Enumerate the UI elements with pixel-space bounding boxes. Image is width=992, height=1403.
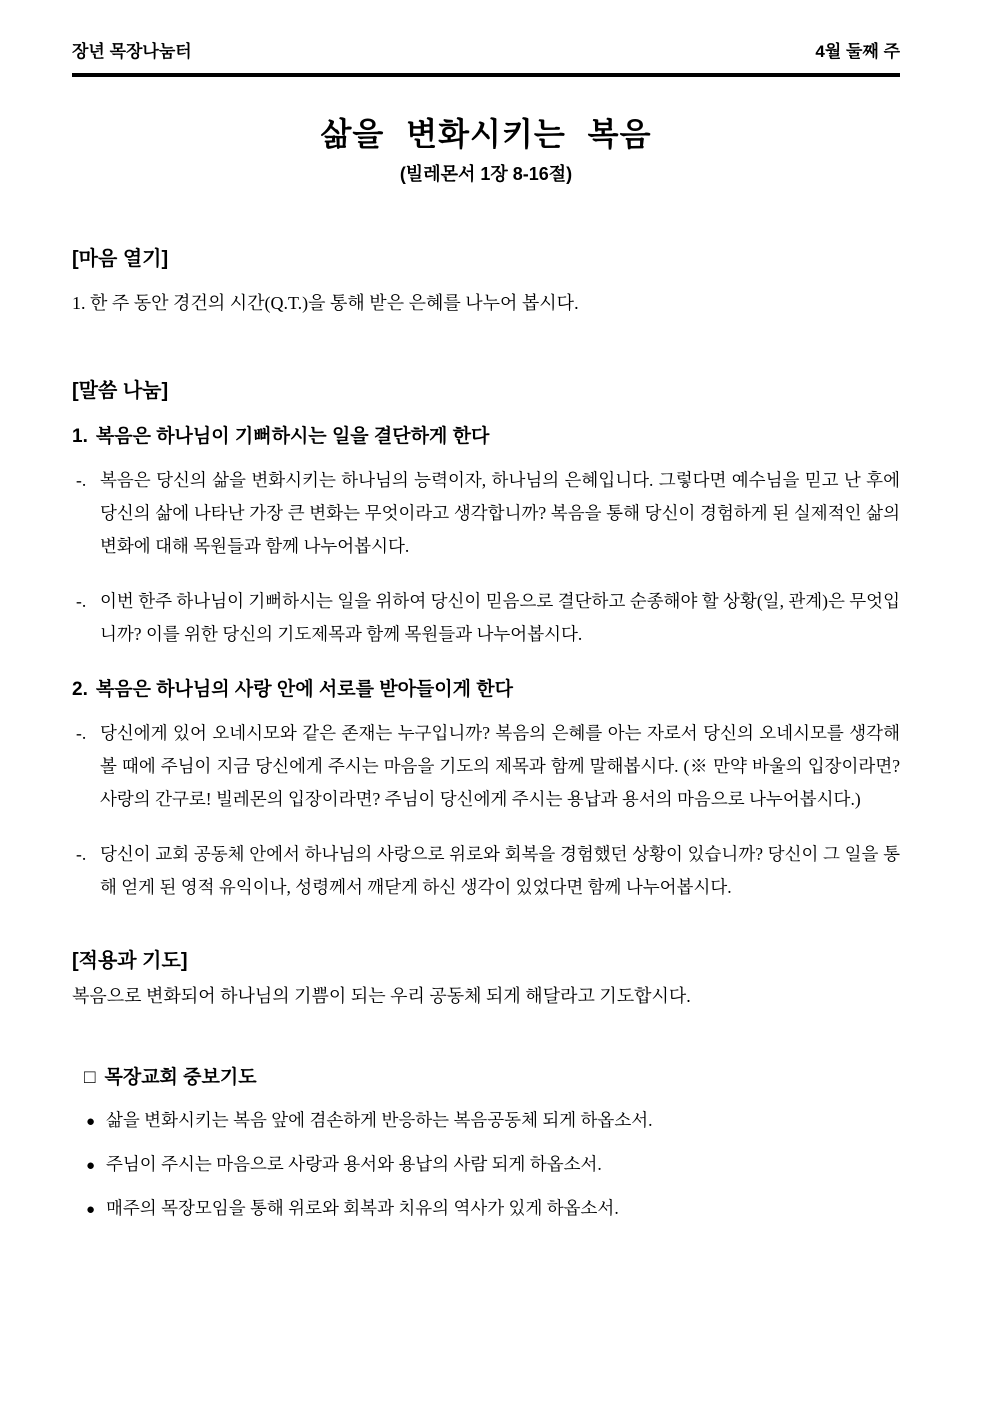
dash-marker: -. (76, 591, 87, 611)
point-1-question-2-text: 이번 한주 하나님이 기뻐하시는 일을 위하여 당신이 믿음으로 결단하고 순종해야 할 상황(일, 관계)은 무엇입니까? 이를 위한 당신의 기도제목과 함께 목원들과 나누어봅시다. (100, 591, 900, 644)
intercession-heading-text: 목장교회 중보기도 (104, 1067, 257, 1088)
point-1-question-1-text: 복음은 당신의 삶을 변화시키는 하나님의 능력이자, 하나님의 은혜입니다. 그렇다면 예수님을 믿고 난 후에 당신의 삶에 나타난 가장 큰 변화는 무엇이라고 생각합니까? 복음을 통해 당신이 경험하게 된 실제적인 삶의 변화에 대해 목원들과 함께 나누어봅시다. (100, 470, 900, 556)
point-1-number: 1. (72, 426, 88, 447)
point-1-question-2 (72, 585, 900, 651)
page-title: 삶을 변화시키는 복음 (320, 116, 652, 152)
dash-marker: -. (76, 723, 87, 743)
opening-item: 1. 한 주 동안 경건의 시간(Q.T.)을 통해 받은 은혜를 나누어 봅시다. (72, 293, 579, 313)
square-bullet-icon: □ (84, 1067, 96, 1088)
point-2-question-2 (72, 838, 900, 904)
application-heading: [적용과 기도] (72, 950, 188, 972)
list-item (84, 1107, 900, 1135)
page-subtitle: (빌레몬서 1장 8-16절) (399, 164, 573, 184)
list-item (84, 1195, 900, 1223)
point-2-title-text: 복음은 하나님의 사랑 안에 서로를 받아들이게 한다 (95, 679, 513, 700)
point-2-title (72, 677, 900, 703)
intercession-bullet-3-text: 매주의 목장모임을 통해 위로와 회복과 치유의 역사가 있게 하옵소서. (106, 1198, 619, 1218)
word-point-2 (72, 677, 900, 904)
dot-bullet-icon: ● (86, 1114, 96, 1130)
intercession-bullet-1-text: 삶을 변화시키는 복음 앞에 겸손하게 반응하는 복음공동체 되게 하옵소서. (106, 1110, 653, 1130)
point-1-question-1 (72, 464, 900, 563)
opening-heading: [마음 열기] (72, 248, 169, 270)
intercession-bullet-list (84, 1107, 900, 1223)
dot-bullet-icon: ● (86, 1202, 96, 1218)
word-sharing-heading: [말씀 나눔] (72, 380, 169, 402)
dot-bullet-icon: ● (86, 1158, 96, 1174)
dash-marker: -. (76, 844, 87, 864)
header-right-label: 4월 둘째 주 (815, 42, 900, 61)
section-intercession (72, 1065, 900, 1223)
intercession-heading (84, 1065, 900, 1091)
page-header (72, 42, 900, 62)
point-2-number: 2. (72, 679, 88, 700)
header-left-label: 장년 목장나눔터 (72, 42, 192, 61)
intercession-bullet-2-text: 주님이 주시는 마음으로 사랑과 용서와 용납의 사람 되게 하옵소서. (106, 1154, 602, 1174)
point-1-title-text: 복음은 하나님이 기뻐하시는 일을 결단하게 한다 (95, 426, 490, 447)
word-point-1 (72, 424, 900, 651)
header-rule (72, 73, 900, 77)
application-body: 복음으로 변화되어 하나님의 기쁨이 되는 우리 공동체 되게 해달라고 기도합시다. (72, 986, 691, 1006)
point-1-title (72, 424, 900, 450)
point-2-question-2-text: 당신이 교회 공동체 안에서 하나님의 사랑으로 위로와 회복을 경험했던 상황이 있습니까? 당신이 그 일을 통해 얻게 된 영적 유익이나, 성령께서 깨닫게 하신 생각이 있었다면 함께 나누어봅시다. (100, 844, 900, 897)
point-2-question-1-text: 당신에게 있어 오네시모와 같은 존재는 누구입니까? 복음의 은혜를 아는 자로서 당신의 오네시모를 생각해 볼 때에 주님이 지금 당신에게 주시는 마음을 기도의 제목과 함께 말해봅시다. (※ 만약 바울의 입장이라면? 사랑의 간구로! 빌레몬의 입장이라면? 주님이 당신에게 주시는 용납과 용서의 마음으로 나누어봅시다.) (100, 723, 900, 809)
section-application-prayer (72, 948, 900, 1009)
list-item (84, 1151, 900, 1179)
dash-marker: -. (76, 470, 87, 490)
section-word-sharing (72, 378, 900, 904)
point-2-question-1 (72, 717, 900, 816)
section-opening (72, 246, 900, 316)
